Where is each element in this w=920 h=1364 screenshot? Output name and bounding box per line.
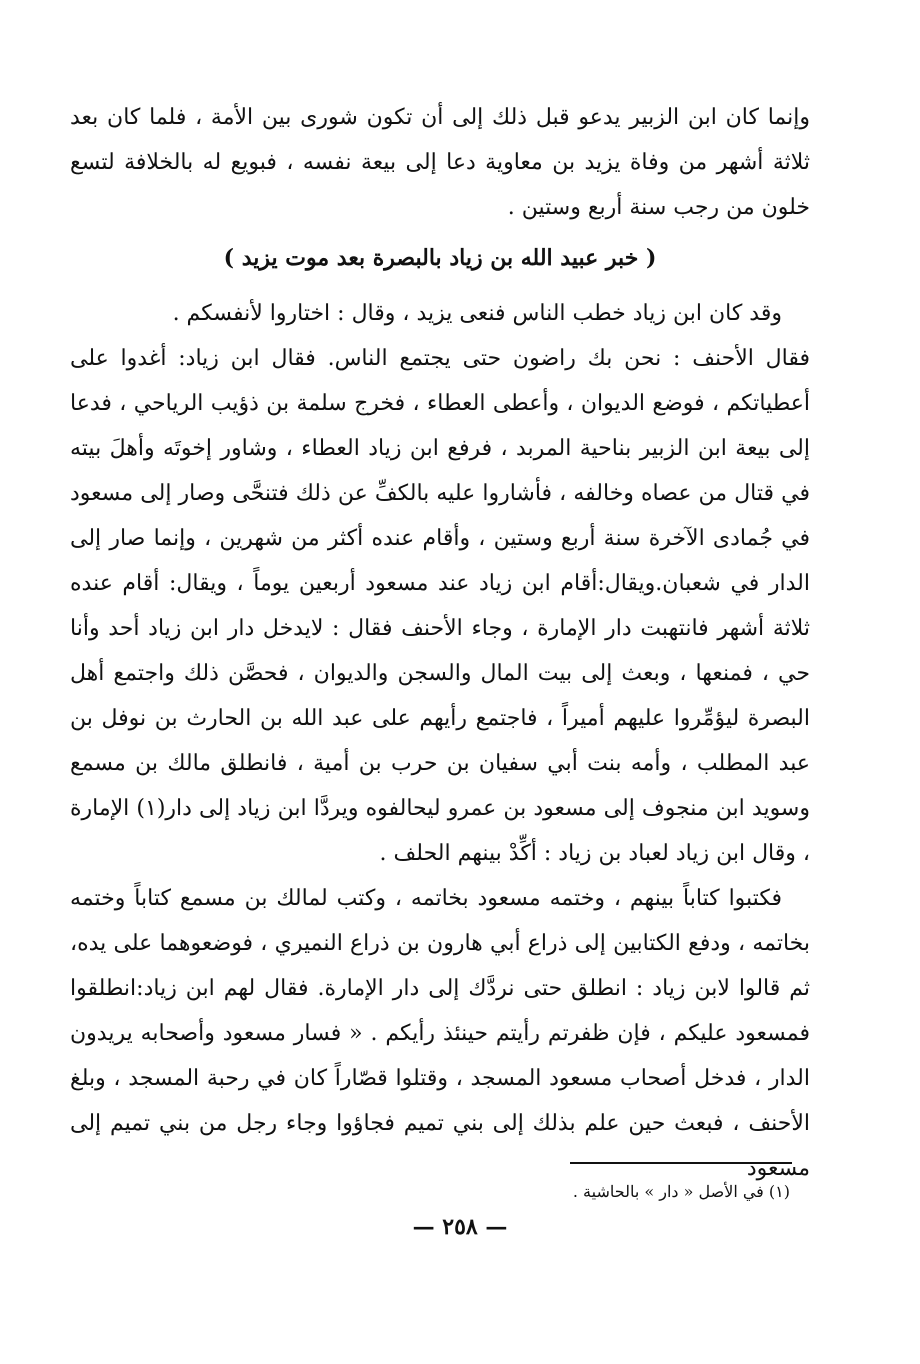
paragraph-3: فقال الأحنف : نحن بك راضون حتى يجتمع الناس. فقال ابن زياد: أغدوا على أعطياتكم ، فوضع الديوان ، وأعطى العطاء ، فخرج سلمة بن ذؤيب الرياحي ، فدعا إلى بيعة ابن الزبير بناحية المربد ، فرفع ابن زياد العطاء ، وشاور إخوتَه وأهلَ بيته في قتال من عصاه وخالفه ، فأشاروا عليه بالكفِّ عن ذلك فتنحَّى وصار إلى مسعود في جُمادى الآخرة سنة أربع وستين ، وأقام عنده أكثر من شهرين ، وإنما صار إلى الدار في شعبان.ويقال:أقام ابن زياد عند مسعود أربعين يوماً ، ويقال: أقام عنده ثلاثة أشهر فانتهبت دار الإمارة ، وجاء الأحنف فقال : لايدخل دار ابن زياد أحد وأنا حي ، فمنعها ، وبعث إلى بيت المال والسجن والديوان ، فحصَّن ذلك واجتمع أهل البصرة ليؤمِّروا عليهم أميراً ، فاجتمع رأيهم على عبد الله بن الحارث بن نوفل بن عبد المطلب ، وأمه بنت أبي سفيان بن حرب بن أمية ، فانطلق مالك بن مسمع وسويد ابن منجوف إلى مسعود بن عمرو ليحالفوه ويردَّا ابن زياد إلى دار(١) الإمارة ، وقال ابن زياد لعباد بن زياد : أكِّدْ بينهم الحلف . <box>70 346 810 866</box>
section-heading: ( خبر عبيد الله بن زياد بالبصرة بعد موت يزيد ) <box>223 245 657 271</box>
page-number: — ٢٥٨ — <box>412 1214 508 1240</box>
footnote: (١) في الأصل « دار » بالحاشية . <box>572 1182 790 1201</box>
paragraph-1: وإنما كان ابن الزبير يدعو قبل ذلك إلى أن تكون شورى بين الأمة ، فلما كان بعد ثلاثة أشهر من وفاة يزيد بن معاوية دعا إلى بيعة نفسه ، فبويع له بالخلافة لتسع خلون من رجب سنة أربع وستين . <box>70 105 810 220</box>
paragraph-4: فكتبوا كتاباً بينهم ، وختمه مسعود بخاتمه ، وكتب لمالك بن مسمع كتاباً وختمه بخاتمه ، ودفع الكتابين إلى ذراع أبي هارون بن ذراع النميري ، فوضعوهما على يده، ثم قالوا لابن زياد : انطلق حتى نردَّك إلى دار الإمارة. فقال لهم ابن زياد:انطلقوا فمسعود عليكم ، فإن ظفرتم رأيتم حينئذ رأيكم . « فسار مسعود وأصحابه يريدون الدار ، فدخل أصحاب مسعود المسجد ، وقتلوا قصّاراً كان في رحبة المسجد ، وبلغ الأحنف ، فبعث حين علم بذلك إلى بني تميم فجاؤوا وجاء رجل من بني تميم إلى مسعود <box>70 886 810 1181</box>
footnote-divider <box>570 1162 792 1164</box>
page-body <box>70 95 810 1191</box>
paragraph-2: وقد كان ابن زياد خطب الناس فنعى يزيد ، وقال : اختاروا لأنفسكم . <box>172 301 782 326</box>
